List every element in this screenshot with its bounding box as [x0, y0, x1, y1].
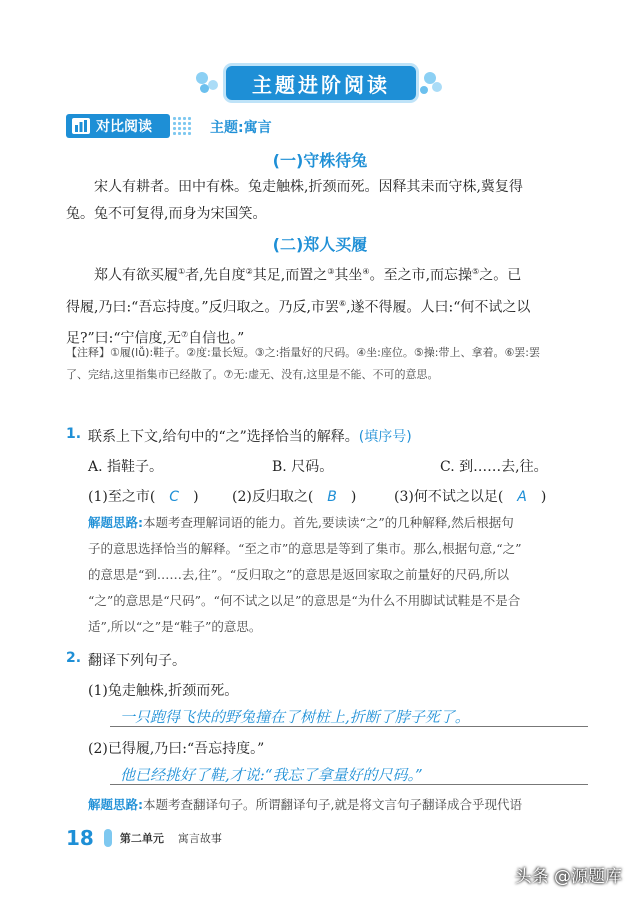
text-segment: 之。已 [479, 267, 522, 284]
footnote-mark: ② [245, 267, 253, 276]
q1-item-3 [394, 486, 546, 506]
q1-item-2 [232, 486, 356, 506]
analysis-text: 本题考查翻译句子。所谓翻译句子,就是将文言句子翻译成合乎现代语 [143, 797, 522, 812]
unit-label: 第二单元 [119, 832, 164, 845]
question-1-number: 1. [66, 426, 82, 442]
q2-sentence-2: (2)已得履,乃曰:“吾忘持度。” [88, 741, 265, 757]
analysis-label: 解题思路: [88, 797, 143, 812]
q1-analysis-line-5: 适”,所以“之”是“鞋子”的意思。 [88, 619, 262, 634]
bubble-decoration-left-3 [200, 84, 209, 93]
annotation-line-2: 了、完结,这里指集市已经散了。⑦无:虚无、没有,这里是不能、不可的意思。 [66, 368, 439, 381]
q1-item-close: ) [350, 489, 357, 505]
story2-title: (二)郑人买履 [272, 235, 368, 254]
question-2-text: 翻译下列句子。 [88, 653, 186, 669]
q1-analysis-line-2: 子的意思选择恰当的解释。“至之市”的意思是等到了集市。那么,根据句意,“之” [88, 541, 522, 556]
page-footer [66, 826, 222, 850]
text-segment: 自信也。” [188, 330, 245, 347]
q1-analysis-line-3: 的意思是“到……去,往”。“反归取之”的意思是返回家取之前量好的尺码,所以 [88, 567, 510, 582]
question-1-hint: (填序号) [358, 429, 412, 445]
title-banner [0, 66, 640, 102]
bar-chart-icon [72, 118, 90, 134]
footnote-mark: ⑤ [472, 267, 480, 276]
q2-answer-1: 一只跑得飞快的野兔撞在了树桩上,折断了脖子死了。 [120, 708, 470, 726]
text-segment: 其足,而置之 [252, 267, 328, 284]
text-segment: 郑人有欲买履 [94, 267, 178, 284]
q1-item-close: ) [540, 489, 547, 505]
watermark: 头条 @源题库 [514, 867, 622, 887]
annotation-line-1: 【注释】①履(lǚ):鞋子。②度:量长短。③之:指量好的尺码。④坐:座位。⑤操:带上、拿着。⑥罢:罢 [66, 346, 541, 359]
q1-item-label: (2)反归取之( [232, 489, 314, 505]
q2-sentence-1: (1)兔走触株,折颈而死。 [88, 683, 239, 699]
bubble-decoration-left [196, 72, 208, 84]
text-segment: 者,先自度 [185, 267, 246, 284]
story1-title: (一)守株待兔 [272, 151, 368, 170]
q1-item-answer: A [517, 489, 527, 505]
story1-line-2: 兔。兔不可复得,而身为宋国笑。 [66, 206, 267, 222]
option-a: A. 指鞋子。 [88, 459, 164, 475]
q1-item-answer: C [169, 489, 180, 505]
page-title: 主题进阶阅读 [252, 72, 390, 97]
q1-item-answer: B [327, 489, 337, 505]
question-1-text [88, 426, 412, 446]
footnote-mark: ③ [327, 267, 335, 276]
footnote-mark: ⑥ [338, 298, 347, 308]
theme-label: 主题:寓言 [210, 120, 272, 136]
bubble-decoration-right-3 [420, 86, 428, 94]
footnote-mark: ⑦ [181, 330, 189, 340]
story2-line-2 [66, 290, 586, 322]
bubble-decoration-right-2 [432, 82, 442, 92]
q1-analysis [88, 510, 588, 640]
question-1-prompt: 联系上下文,给句中的“之”选择恰当的解释。 [88, 429, 359, 445]
q2-answer-2: 他已经挑好了鞋,才说:“我忘了拿量好的尺码。” [120, 766, 423, 784]
text-segment: 。至之市,而忘操 [369, 267, 473, 284]
analysis-text: 本题考查理解词语的能力。首先,要读读“之”的几种解释,然后根据句 [143, 515, 514, 530]
footnote-mark: ① [178, 267, 186, 276]
footer-decoration [104, 829, 112, 847]
option-b: B. 尺码。 [272, 459, 334, 475]
q1-item-label: (1)至之市( [88, 489, 156, 505]
story1-line-1: 宋人有耕者。田中有株。兔走触株,折颈而死。因释其耒而守株,冀复得 [94, 179, 523, 195]
q2-analysis-line-1 [88, 792, 588, 818]
question-2-number: 2. [66, 650, 82, 666]
analysis-label: 解题思路: [88, 515, 143, 530]
q1-item-1 [88, 486, 199, 506]
text-segment: 足?”曰:“宁信度,无 [66, 330, 181, 347]
q1-analysis-line-1 [88, 510, 588, 536]
option-c: C. 到……去,往。 [440, 459, 548, 475]
text-segment: 得履,乃曰:“吾忘持度。”反归取之。乃反,市罢 [66, 299, 339, 316]
q1-analysis-line-4: “之”的意思是“尺码”。“何不试之以足”的意思是“为什么不用脚试试鞋是不是合 [88, 593, 521, 608]
text-segment: 其坐 [334, 267, 363, 284]
story2-text [66, 258, 586, 353]
q1-item-label: (3)何不试之以足( [394, 489, 504, 505]
story2-line-1 [66, 258, 586, 290]
tab-label: 对比阅读 [96, 119, 152, 135]
title-box [226, 66, 416, 100]
reading-tab [66, 114, 170, 138]
q2-analysis [88, 792, 588, 818]
q1-item-close: ) [193, 489, 199, 505]
story1-text [66, 174, 586, 228]
text-segment: ,遂不得履。人曰:“何不试之以 [346, 299, 531, 316]
page-number: 18 [66, 826, 94, 850]
annotations [66, 342, 586, 386]
bubble-decoration-left-2 [208, 80, 218, 90]
dots-decoration [172, 116, 192, 136]
unit-title: 寓言故事 [177, 832, 222, 845]
footnote-mark: ④ [362, 267, 370, 276]
